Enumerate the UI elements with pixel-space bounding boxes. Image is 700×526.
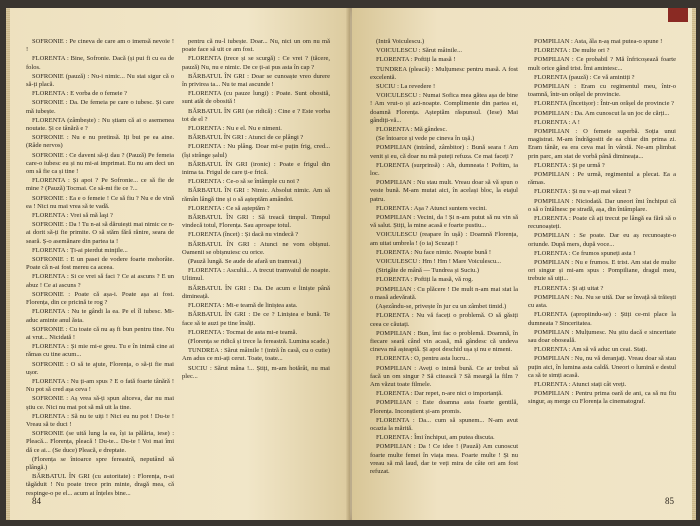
script-line: FLORENTA : Atunci stați cât vreți. — [534, 380, 627, 388]
script-line: SOFRONIE : Aș vrea să-ți spun altceva, dar nu mai știu ce. Nici nu mai pot să mă uit la tine. — [26, 395, 174, 411]
script-line: FLORENTA : Poate că ați trecut pe lângă ea fără să o recunoașteți. — [528, 215, 676, 231]
script-line: POMPILIAN : Nu. Nu se uită. Dar se învață să trăiești cu asta. — [528, 293, 676, 310]
script-line: BĂRBATUL ÎN GRI : Nimic. Absolut nimic. Am să rămân lângă tine și o să așteptăm amândoi. — [182, 187, 330, 203]
script-line: FLORENTA : Nu ți-am spus ? E o fată foarte tânără ! Nu pot să cred așa ceva ! — [26, 377, 174, 394]
page-number: 85 — [665, 496, 674, 506]
script-line: SUCIU : La revedere ! — [376, 83, 436, 91]
script-line: POMPILIAN : Cu plăcere ! De mult n-am mai stat la o masă adevărată. — [370, 285, 518, 301]
page-number: 84 — [32, 496, 41, 506]
script-line: POMPILIAN : Niciodată. Dar uneori îmi închipui că o să o întâlnesc pe stradă, așa, din întâmplare. — [528, 197, 676, 213]
script-line: SUCIU : Sărut mâna !... Știți, m-am hotărât, nu mai plec... — [182, 364, 330, 380]
script-line: FLORENTA : Și nu v-ați mai văzut ? — [534, 188, 631, 196]
script-line: VOICULESCU : Numai Sofica mea gătea așa de bine ! Am vrut-o și azi-noapte. Complimente din partea ei, doamnă Florența. Așteptăm răspunsul. (Iese) Mai gândiți-vă... — [370, 92, 518, 124]
script-line: POMPILIAN : Nu e frumos. E trist. Am stat de multe ori singur și mi-am spus : Pompiliane, dragul meu, trebuie să uiți... — [528, 259, 676, 283]
script-line: POMPILIAN : O femeie superbă. Soția unui magistrat. M-am îndrăgostit de ea chiar din prima zi. Eram tânăr, ea era ceva mai în vârstă. Ne-am plimbat prin parc, am stat de vorbă până dimineața... — [528, 128, 676, 160]
script-line: VOICULESCU (reapare în ușă) : Doamnă Florența, am uitat umbrela ! (o ia) Scuzați ! — [370, 231, 518, 247]
script-line: POMPILIAN : Da ! Ce idee ! (Pauză) Am cunoscut foarte multe femei în viața mea. Foarte multe ! Și nu vreau să mă laud, dar te veți mira de câte ori am fost refuzat. — [370, 443, 518, 475]
script-line: FLORENTA (încetișor) : Într-un orășel de provincie ? — [534, 100, 674, 108]
script-line: FLORENTA (surprinsă) : Ah, dumneata ! Poftim, ia loc. — [370, 161, 518, 178]
script-line: POMPILIAN : Mulțumesc. Nu știu dacă e sinceritate sau doar oboseală. — [528, 328, 676, 344]
script-line: FLORENTA : Poftiți la masă ! — [376, 56, 456, 64]
script-line: FLORENTA : Îmi închipui, am putea discuta. — [376, 434, 495, 442]
script-line: POMPILIAN : Asta, ăla n-aș mai putea-o spune ! — [534, 38, 663, 45]
script-line: FLORENTA : Da... cum să spunem... N-am avut ocazia la mărită. — [370, 416, 518, 432]
script-line: BĂRBATUL ÎN GRI : Atunci ne vom obișnui. Oamenii se obișnuiesc cu orice. — [182, 240, 330, 256]
script-line: FLORENTA : Nu te gândi la ea. Pe el îl iubesc. Mi-aduc aminte anul ăsta. — [26, 308, 174, 324]
script-line: SOFRONIE : Pe cineva de care am o imensă nevoie ! ! — [26, 38, 174, 54]
script-line: SOFRONIE (se uită lung la ea, își ia pălăria, iese) : Pleacă... Florența, pleacă ! Du-te... Du-te ! Voi mai îmi dă ce ai... (Se duce) Pleacă, e dreptate. — [26, 430, 174, 454]
script-line: BĂRBATUL ÎN GRI : De ce ? Liniștea e bună. Te face să te auzi pe tine însăți. — [182, 311, 330, 327]
script-line: FLORENTA : Nu plâng. Doar mi-e puțin frig, cred... (își strânge șalul) — [182, 143, 330, 159]
script-line: FLORENTA : Bine, Sofronie. Dacă (și pui fi cu ea de folos. — [26, 55, 174, 71]
script-line: SOFRONIE : Da. De femeia pe care o iubesc. Și care mă iubește. — [26, 99, 174, 115]
script-line: SOFRONIE : Nu e nu pretinsă. Iți bui pe ea aine. (Râde nervos) — [26, 134, 174, 150]
script-line: BĂRBATUL ÎN GRI (se ridică) : Cine e ? Este vorba tot de el ? — [182, 107, 330, 123]
script-line: FLORENTA : Și apoi ? Pe Sofronie... ce să fie de mine ? (Pauză) Tocmai. Ce să-mi fie ce ?... — [26, 177, 174, 193]
script-line: TUNDREA (pleacă) : Mulțumesc pentru masă. A fost excelentă. — [370, 65, 518, 81]
script-line: FLORENTA : E vorba de o femeie ? — [32, 90, 127, 98]
script-line: POMPILIAN : Este doamna asta foarte gentilă, Florența. Inconștient și-am promis. — [370, 399, 518, 415]
script-line: FLORENTA : Dar repet, n-are nici o importanță. — [376, 390, 503, 398]
script-line: FLORENTA (cu pauze lungi) : Poate. Sunt obosită, sunt atât de obosită ! — [182, 90, 330, 106]
script-line: FLORENTA : Ascultă... A trecut tramvaiul de noapte. Ultimul. — [182, 267, 330, 283]
script-line: POMPILIAN : Nu stau mult. Vreau doar să vă spun o veste bună. M-am mutat aici, în același bloc, la etajul patru. — [370, 179, 518, 203]
script-line: BĂRBATUL ÎN GRI : Atunci de ce plângi ? — [188, 134, 304, 142]
page-edge — [6, 8, 10, 520]
script-line: FLORENTA : O, pentru asta lucru... — [376, 355, 471, 363]
script-line: POMPILIAN : Pe urmă, regimentul a plecat. Ea a rămas. — [528, 171, 676, 187]
script-line: FLORENTA (pauză) : Ce vă amintiți ? — [534, 73, 635, 81]
script-line: FLORENTA : Ce să așteptăm ? — [188, 204, 270, 212]
script-line: BĂRBATUL ÎN GRI (ironic) : Poate e frigul din inima ta. Frigul de care ți-e frică. — [182, 160, 330, 177]
page-edge — [692, 8, 696, 520]
script-line: FLORENTA (zâmbește) : Nu știam că ai o asemenea noutate. Și ce tânără e ? — [26, 116, 174, 133]
script-line: FLORENTA : Am să vă aduc un ceai. Stați. — [534, 346, 648, 354]
script-line: POMPILIAN : Vecini, da ! Și n-am putut să nu vin să vă salut. Știți, la mine acasă e foarte pustiu... — [370, 214, 518, 230]
script-line: BĂRBATUL ÎN GRI : Da. De acum e liniște până dimineață. — [182, 284, 330, 300]
script-line: POMPILIAN : Da. Am cunoscut la un joc de cărți... — [534, 109, 670, 117]
script-line: (Așezându-se, privește în jur cu un zâmbet timid.) — [376, 303, 507, 311]
script-line: SOFRONIE : Poate că așa-i. Poate așa ai fost. Florența, din ce pricină te rog ? — [26, 290, 174, 307]
script-line: SOFRONIE : Cu toate că nu aș fi bun pentru tine. Nu ai vrut... Nicidată ! — [26, 325, 174, 341]
script-line: BĂRBATUL ÎN GRI : Să treacă timpul. Timpul vindecă totul, Florența. Sau aproape totul. — [182, 214, 330, 230]
left-page-column-1 — [26, 38, 174, 497]
script-line: FLORENTA : Poftiți la masă, vă rog. — [376, 276, 473, 284]
ribbon-bookmark — [668, 8, 688, 22]
script-line: FLORENTA : Si ce vrei să faci ? Ce ai ascuns ? E un abuz ! Ce ai ascuns ? — [26, 273, 174, 289]
script-line: FLORENTA : Și pe urmă ? — [534, 161, 605, 169]
script-line: FLORENTA : Tocmai de asta mi-e teamă. — [188, 328, 298, 336]
script-line: POMPILIAN : Nu, nu vă deranjați. Vreau doar să stau puțin aici, în lumina asta caldă. Uneori o lumină e destul ca să te simți acasă. — [528, 355, 676, 379]
script-line: SOFRONIE (pauză) : Nu-i nimic... Nu stai sigur că o să-ți placă. — [26, 72, 174, 89]
script-line: POMPILIAN : Se poate. Dar eu aș recunoaște-o oriunde. După mers, după voce... — [528, 232, 676, 248]
script-line: VOICULESCU : Hm ! Hm ! Mare Voiculescu... — [376, 258, 502, 266]
right-page-column-1 — [370, 38, 518, 488]
script-line: SOFRONIE : Ce daveni să-ți dau ? (Pauză) Pe femeia care-o iubesc eu și nu mi-ai imprimat. Eu nu am deci un om să fie ca și tine ! — [26, 151, 174, 176]
right-page — [352, 8, 696, 520]
script-line: (Strigăte de mână — Tundrea și Suciu.) — [376, 267, 480, 275]
script-line: FLORENTA (trece și se scurgă) : Ce vrei ? (tăcere, pauză) Nu, nu e nimic. De ce ți-ai pus asta în cap ? — [182, 55, 330, 71]
left-page — [6, 8, 350, 520]
script-line: (Se întoarce și vede pe cineva în ușă.) — [376, 135, 475, 143]
script-line: pentru că nu-l iubește. Doar... Nu, nici un om nu mă poate face să uit ce am fost. — [182, 38, 330, 54]
script-line: POMPILIAN : Eram cu regimentul meu, într-o toamnă, într-un orășel de provincie. — [528, 83, 676, 99]
script-line: SOFRONIE : O să te ajute, Florența, o să-ți fie mai ușor. — [26, 360, 174, 376]
script-line: FLORENTA : Ce-o să se întâmple cu noi ? — [188, 178, 300, 186]
script-line: FLORENTA : Nu e el. Nu e nimeni. — [188, 125, 282, 133]
script-line: FLORENTA : Ce frumos spuneți asta ! — [534, 249, 636, 257]
script-line: FLORENTA : A ! — [534, 118, 580, 126]
script-line: FLORENTA : Să nu te uiți ! Nici eu nu pot ! Du-te ! Vreau să te duci ! — [26, 412, 174, 428]
script-line: POMPILIAN (intrând, zâmbitor) : Bună seara ! Am venit și eu, că doar nu mă puteți refuza. Ce mai faceți ? — [370, 144, 518, 160]
script-line: FLORENTA : Și ați uitat ? — [534, 284, 604, 292]
script-line: FLORENTA : Și mie mi-e greu. Tu e în inimă cine ai rămas cu tine acum... — [26, 343, 174, 359]
script-line: FLORENTA : Mi-e teamă de liniștea asta. — [188, 302, 298, 310]
script-line: FLORENTA : Ți-ai pierdut mințile... — [32, 246, 128, 254]
script-line: FLORENTA : Așa ? Atunci suntem vecini. — [376, 204, 487, 212]
script-line: FLORENTA : Nu face nimic. Noapte bună ! — [376, 248, 492, 256]
script-line: VOICULESCU : Sărut mâinile... — [376, 47, 462, 55]
script-line: TUNDREA : Sărut mâinile ! (intră în casă, cu o cutie) Am adus ce mi-ați cerut. Toate, toate... — [182, 347, 330, 363]
script-line: (Pauză lungă. Se aude de afară un tramvai.) — [188, 258, 302, 266]
script-line: (Florența se ridică și trece la fereastră. Lumina scade.) — [188, 337, 330, 345]
script-line: POMPILIAN : Ce probabil ? Mă înfricoșează foarte mult orice gând trist. Îmi amintesc... — [528, 56, 676, 72]
script-line: (Intră Voiculescu.) — [376, 38, 425, 45]
right-page-column-2 — [528, 38, 676, 488]
script-line: POMPILIAN : Pentru prima oară de ani, ca să nu fiu singur, aș merge cu Florența la cinematograf. — [528, 390, 676, 406]
left-page-column-2 — [182, 38, 330, 488]
script-line: BĂRBATUL ÎN GRI : Doar se cunoaște vreo durere în privirea ta... Nu te mai ascunde ! — [182, 72, 330, 89]
script-line: FLORENTA : Vrei să mă laşi ? — [32, 212, 113, 220]
script-line: BĂRBATUL ÎN GRI (cu autoritate) : Florența, n-ai tăgăduit ! Nu poate trece prin minte, dragă mea, că respinge-o pe el... acum ai înțeles bine... — [26, 473, 174, 497]
script-line: FLORENTA : Nu vă faceți o problemă. O să găsiți ceea ce căutați. — [370, 312, 518, 328]
script-line: FLORENTA : De multe ori ? — [534, 47, 610, 55]
script-line: FLORENTA : Mă gândesc. — [376, 126, 447, 134]
script-line: SOFRONIE : E un pasei de vodere foarte mohorâte. Poate că n-ai fost mereu ca aceea. — [26, 256, 174, 272]
script-line: FLORENTA (încet) : Și dacă nu vindecă ? — [188, 231, 299, 239]
script-line: FLORENTA (apropiindu-se) : Știți ce-mi place la dumneata ? Sinceritatea. — [528, 311, 676, 327]
script-line: (Florența se întoarce spre fereastră, neputând să plângă.) — [26, 455, 174, 471]
script-line: POMPILIAN : Aveți o inimă bună. Ce ar trebui să facă un om singur ? Să citească ? Să meargă la film ? Am văzut toate filmele. — [370, 364, 518, 388]
script-line: SOFRONIE : Da ! Tu n-ai să dăruiești mai nimic ce n-ai dorit să-ți fie primite. O să stăm fără rănire, seara de seară. Ș-o asemănare din partea ta ! — [26, 221, 174, 245]
open-book — [6, 8, 696, 520]
script-line: POMPILIAN : Bun, îmi fac o problemă. Doamnă, în fiecare seară când vin acasă, mă gândesc că undeva cineva mă așteaptă. Și apoi deschid ușa și nu e nimeni. — [370, 329, 518, 354]
script-line: SOFRONIE : Ea e o femeie ! Ce să fiu ? Nu e de vină ea ! Nici nu mai vrea să te vadă. — [26, 194, 174, 210]
